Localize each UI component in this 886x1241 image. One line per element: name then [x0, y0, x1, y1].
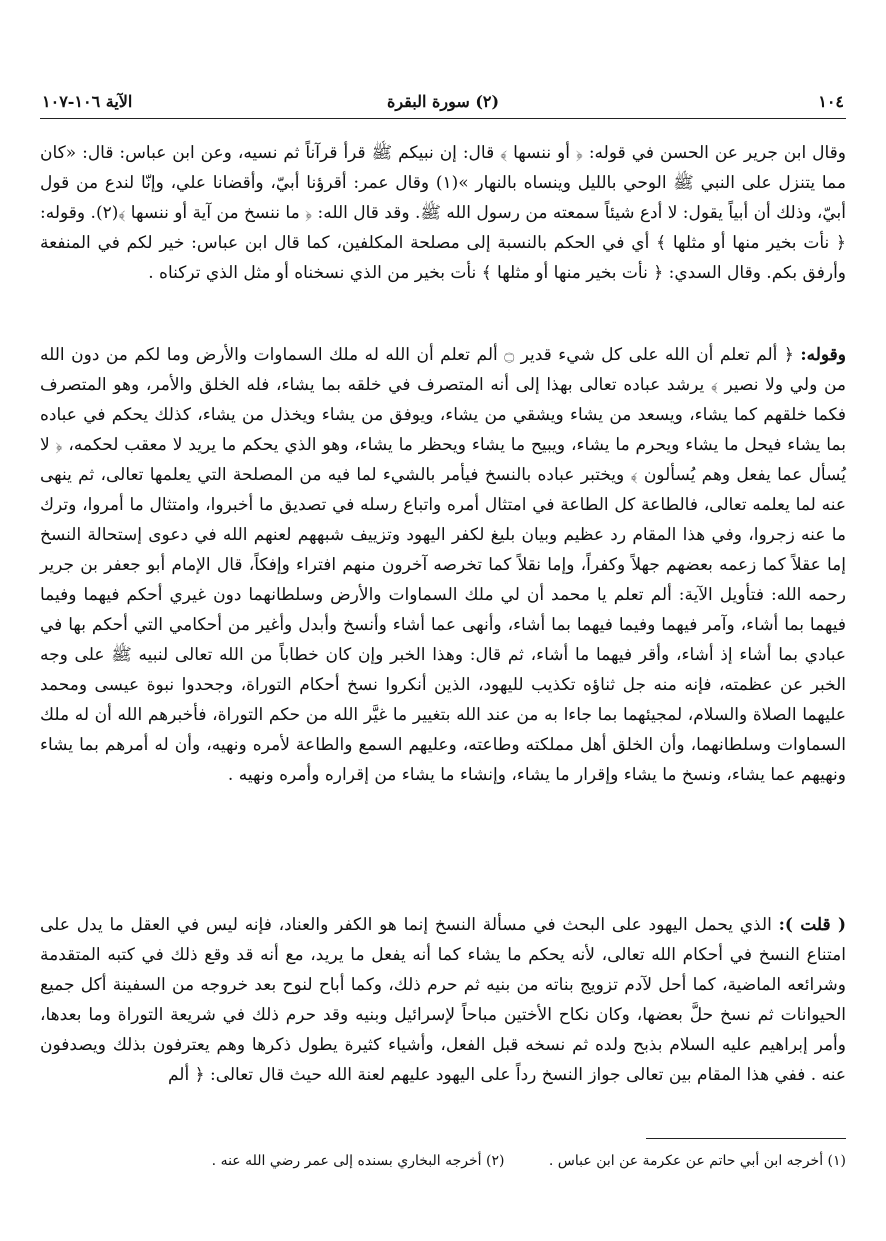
footnote-2: (٢) أخرجه البخاري بسنده إلى عمر رضي الله عنه .: [211, 1153, 505, 1169]
paragraph-2-label: وقوله:: [800, 345, 846, 365]
paragraph-3: [40, 910, 846, 1090]
page-header: [40, 92, 846, 116]
verse-range: الآية ١٠٦-١٠٧: [42, 92, 133, 111]
footnote-divider: [646, 1138, 846, 1139]
book-page: [40, 0, 846, 1241]
paragraph-1: وقال ابن جرير عن الحسن في قوله: ﴿ أو ننسها ﴾ قال: إن نبيكم ﷺ قرأ قرآناً ثم نسيه، وعن ابن عباس: قال: «كان مما يتنزل على النبي ﷺ الوحي بالليل وينساه بالنهار »(١) وقال عمر: أقرؤنا أبيّ، وأقضانا علي، وإنّا لندع من قول أبيّ، وذلك أن أبياً يقول: لا أدع شيئاً سمعته من رسول الله ﷺ. وقد قال الله: ﴿ ما ننسخ من آية أو ننسها ﴾(٢). وقوله: ﴿ نأت بخير منها أو مثلها ﴾ أي في الحكم بالنسبة إلى مصلحة المكلفين، كما قال ابن عباس: خير لكم في المنفعة وأرفق بكم. وقال السدي: ﴿ نأت بخير منها أو مثلها ﴾ نأت بخير من الذي نسخناه أو مثل الذي تركناه .: [40, 143, 846, 283]
surah-title: (٢) سورة البقرة: [386, 92, 500, 111]
footnotes: [40, 1150, 846, 1172]
paragraph-3-label: ( قلت ):: [778, 915, 846, 935]
paragraph-2: [40, 340, 846, 790]
paragraph-3-text: الذي يحمل اليهود على البحث في مسألة النسخ إنما هو الكفر والعناد، فإنه ليس في العقل ما يدل على امتناع النسخ في أحكام الله تعالى، لأنه يحكم ما يشاء كما أنه يفعل ما يريد، مع أنه قد وقع ذلك في كتبه المتقدمة وشرائعه الماضية، كما أحل لآدم تزويج بناته من بنيه ثم حرم ذلك، وكما أباح لنوح بعد خروجه من السفينة أكل جميع الحيوانات ثم نسخ حلَّ بعضها، وكان نكاح الأختين مباحاً لإسرائيل وبنيه وقد حرم ذلك في شريعة التوراة وما بعدها، وأمر إبراهيم عليه السلام بذبح ولده ثم نسخه قبل الفعل، وأشياء كثيرة يطول ذكرها وهم يعترفون بذلك ويصدفون عنه . ففي هذا المقام بين تعالى جواز النسخ رداً على اليهود عليهم لعنة الله حيث قال تعالى: ﴿ ألم: [40, 915, 846, 1085]
footnote-1: (١) أخرجه ابن أبي حاتم عن عكرمة عن ابن عباس .: [548, 1153, 846, 1169]
paragraph-2-text: ﴿ ألم تعلم أن الله على كل شيء قدير ۝ ألم تعلم أن الله له ملك السماوات والأرض وما لكم من دون الله من ولي ولا نصير ﴾ يرشد عباده تعالى بهذا إلى أنه المتصرف في خلقه بما يشاء، فله الخلق والأمر، وهو المتصرف فكما خلقهم كما يشاء، ويسعد من يشاء ويشقي من يشاء، ويوفق من يشاء ويخذل من يشاء، كذلك يحكم في عباده بما يشاء فيحل ما يشاء ويحرم ما يشاء، ويبيح ما يشاء ويحظر ما يشاء، وهو الذي يحكم ما يريد لا معقب لحكمه، ﴿ لا يُسأل عما يفعل وهم يُسألون ﴾ ويختبر عباده بالنسخ فيأمر بالشيء لما فيه من المصلحة التي يعلمها تعالى، ثم ينهى عنه لما يعلمه تعالى، فالطاعة كل الطاعة في امتثال أمره واتباع رسله في تصديق ما أخبروا، وامتثال ما أمروا، وترك ما عنه زجروا، وفي هذا المقام رد عظيم وبيان بليغ لكفر اليهود وتزييف شبههم لعنهم الله في دعوى إستحالة النسخ إما عقلاً كما زعمه بعضهم جهلاً وكفراً، وإما نقلاً كما تخرصه آخرون منهم افتراء وإفكاً، قال الإمام أبو جعفر بن جرير رحمه الله: فتأويل الآية: ألم تعلم يا محمد أن لي ملك السماوات والأرض وسلطانهما دون غيري أحكم فيهما وفيما فيهما بما أشاء، وآمر فيهما وفيما فيهما بما أشاء، وأنهى عما أشاء وأنسخ وأبدل وأغير من أحكامي التي أحكم بها في عبادي بما أشاء إذ أشاء، وأقر فيهما ما أشاء، ثم قال: وهذا الخبر وإن كان خطاباً من الله تعالى لنبيه ﷺ على وجه الخبر عن عظمته، فإنه منه جل ثناؤه تكذيب لليهود، الذين أنكروا نسخ أحكام التوراة، وجحدوا نبوة عيسى ومحمد عليهما الصلاة والسلام، لمجيئهما بما جاءا به من عند الله بتغيير ما غيَّر الله من حكم التوراة، فأخبرهم الله أن له ملك السماوات وسلطانهما، وأن الخلق أهل مملكته وطاعته، وعليهم السمع والطاعة لأمره ونهيه، وأن له أمرهم بما يشاء ونهيهم عما يشاء، ونسخ ما يشاء وإقرار ما يشاء، وإنشاء ما يشاء من إقراره وأمره ونهيه .: [40, 345, 847, 785]
header-divider: [40, 118, 846, 119]
page-number: ١٠٤: [818, 92, 844, 111]
